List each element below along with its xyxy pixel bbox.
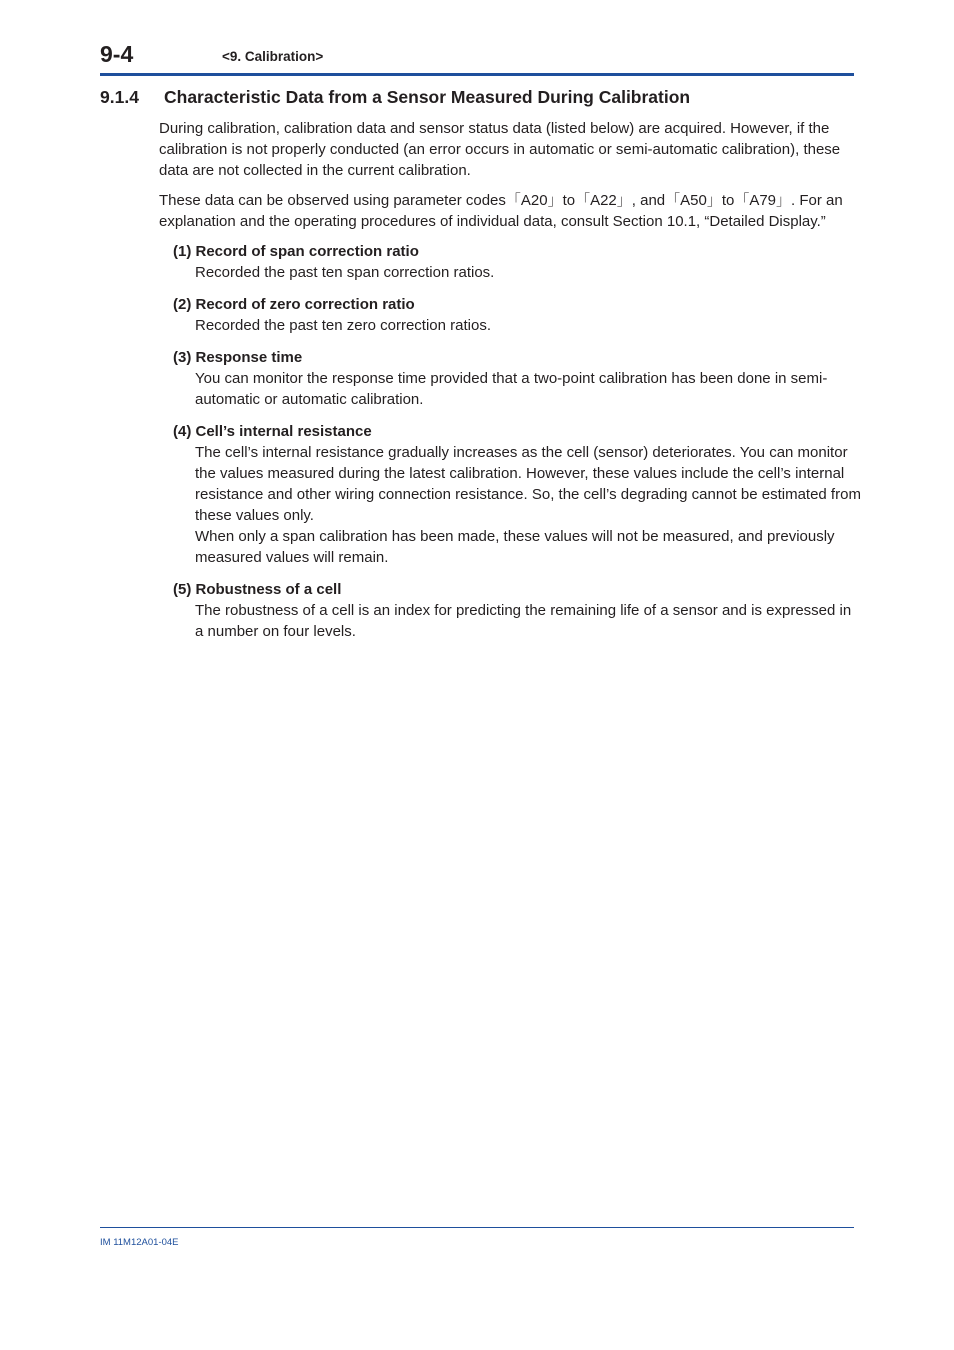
item-title: (4) Cell’s internal resistance (173, 423, 372, 440)
intro-paragraph: During calibration, calibration data and sensor status data (listed below) are acquired. However, if the calibration is not properly conducted (an error occurs in automatic or semi-automatic calibration), these data are not collected in the current calibration. (159, 120, 841, 179)
page-header (100, 40, 854, 76)
section-heading (100, 87, 860, 108)
item-body: Recorded the past ten span correction ratios. (195, 264, 495, 281)
page-number: 9-4 (100, 41, 134, 67)
item-title: (2) Record of zero correction ratio (173, 296, 415, 313)
item-body: Recorded the past ten zero correction ratios. (195, 317, 491, 334)
item-body: When only a span calibration has been made, these values will not be measured, and previously measured values will remain. (195, 528, 835, 566)
chapter-title: <9. Calibration> (222, 49, 324, 64)
item-body: The robustness of a cell is an index for predicting the remaining life of a sensor and is expressed in a number on four levels. (195, 602, 852, 640)
item-title: (1) Record of span correction ratio (173, 243, 419, 260)
item-title: (3) Response time (173, 349, 303, 366)
parameter-codes-paragraph: These data can be observed using parameter codes「A20」to「A22」, and「A50」to「A79」. For an explanation and the operating procedures of individual data, consult Section 10.1, “Detailed Display.” (159, 192, 843, 230)
item-body: You can monitor the response time provided that a two-point calibration has been done in semi-automatic or automatic calibration. (195, 370, 828, 408)
item-title: (5) Robustness of a cell (173, 581, 342, 598)
list-item (173, 241, 863, 283)
item-body: The cell’s internal resistance gradually increases as the cell (sensor) deteriorates. You can monitor the values measured during the latest calibration. However, these values include the cell’s internal resistance and other wiring connection resistance. So, the cell’s degrading cannot be estimated from these values only. (195, 444, 861, 524)
section-title: Characteristic Data from a Sensor Measured During Calibration (164, 87, 691, 107)
data-item-list (173, 241, 863, 653)
list-item (173, 347, 863, 410)
footer-divider (100, 1227, 854, 1228)
document-id: IM 11M12A01-04E (100, 1237, 179, 1248)
list-item (173, 294, 863, 336)
section-number: 9.1.4 (100, 87, 139, 107)
list-item (173, 579, 863, 642)
list-item (173, 421, 863, 568)
